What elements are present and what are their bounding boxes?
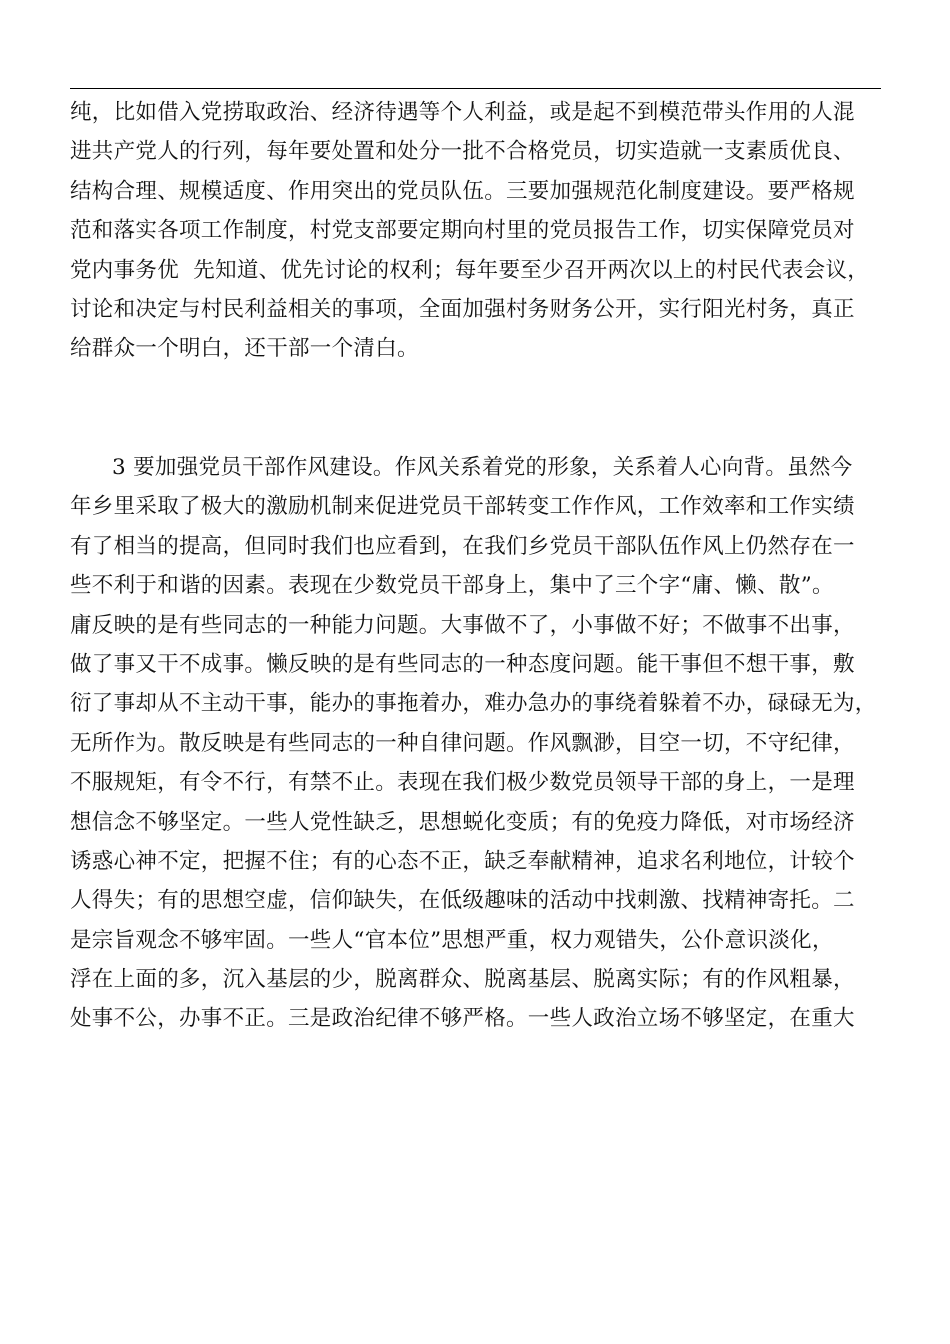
text-line: 纯，比如借入党捞取政治、经济待遇等个人利益，或是起不到模范带头作用的人混 <box>70 100 855 125</box>
paragraph-2 <box>70 448 900 1039</box>
text-line: 人得失；有的思想空虚，信仰缺失，在低级趣味的活动中找刺激、找精神寄托。二 <box>70 888 855 914</box>
text-line: 浮在上面的多，沉入基层的少，脱离群众、脱离基层、脱离实际；有的作风粗暴， <box>70 967 855 993</box>
text-line: 是宗旨观念不够牢固。一些人“官本位”思想严重，权力观错失，公仆意识淡化， <box>70 927 834 953</box>
text-line: 3 要加强党员干部作风建设。作风关系着党的形象，关系着人心向背。虽然今 <box>112 455 853 480</box>
text-line: 讨论和决定与村民利益相关的事项，全面加强村务财务公开，实行阳光村务，真正 <box>70 296 855 322</box>
text-line: 做了事又干不成事。懒反映的是有些同志的一种态度问题。能干事但不想干事，敷 <box>70 651 855 677</box>
text-line: 进共产党人的行列，每年要处置和处分一批不合格党员，切实造就一支素质优良、 <box>70 139 855 165</box>
text-line: 党内事务优 先知道、优先讨论的权利；每年要至少召开两次以上的村民代表会议， <box>70 257 870 283</box>
text-line: 有了相当的提高，但同时我们也应看到，在我们乡党员干部队伍作风上仍然存在一 <box>70 533 855 559</box>
text-line: 衍了事却从不主动干事，能办的事拖着办，难办急办的事绕着躲着不办，碌碌无为， <box>70 691 877 717</box>
text-line: 无所作为。散反映是有些同志的一种自律问题。作风飘渺，目空一切，不守纪律， <box>70 730 855 756</box>
text-line: 些不利于和谐的因素。表现在少数党员干部身上，集中了三个字“庸、懒、散”。 <box>70 573 834 599</box>
text-line: 想信念不够坚定。一些人党性缺乏，思想蜕化变质；有的免疫力降低，对市场经济 <box>70 809 855 835</box>
header-rule <box>70 88 881 89</box>
text-line: 庸反映的是有些同志的一种能力问题。大事做不了，小事做不好；不做事不出事， <box>70 612 855 638</box>
text-line: 诱惑心神不定，把握不住；有的心态不正，缺乏奉献精神，追求名利地位，计较个 <box>70 848 855 874</box>
paragraph-1 <box>70 93 900 369</box>
text-line: 处事不公，办事不正。三是政治纪律不够严格。一些人政治立场不够坚定，在重大 <box>70 1006 855 1032</box>
text-line: 给群众一个明白，还干部一个清白。 <box>70 336 419 362</box>
text-line: 结构合理、规模适度、作用突出的党员队伍。三要加强规范化制度建设。要严格规 <box>70 178 855 204</box>
text-line: 年乡里采取了极大的激励机制来促进党员干部转变工作作风，工作效率和工作实绩 <box>70 494 855 520</box>
text-line: 范和落实各项工作制度，村党支部要定期向村里的党员报告工作，切实保障党员对 <box>70 218 855 244</box>
text-line: 不服规矩，有令不行，有禁不止。表现在我们极少数党员领导干部的身上，一是理 <box>70 770 855 796</box>
